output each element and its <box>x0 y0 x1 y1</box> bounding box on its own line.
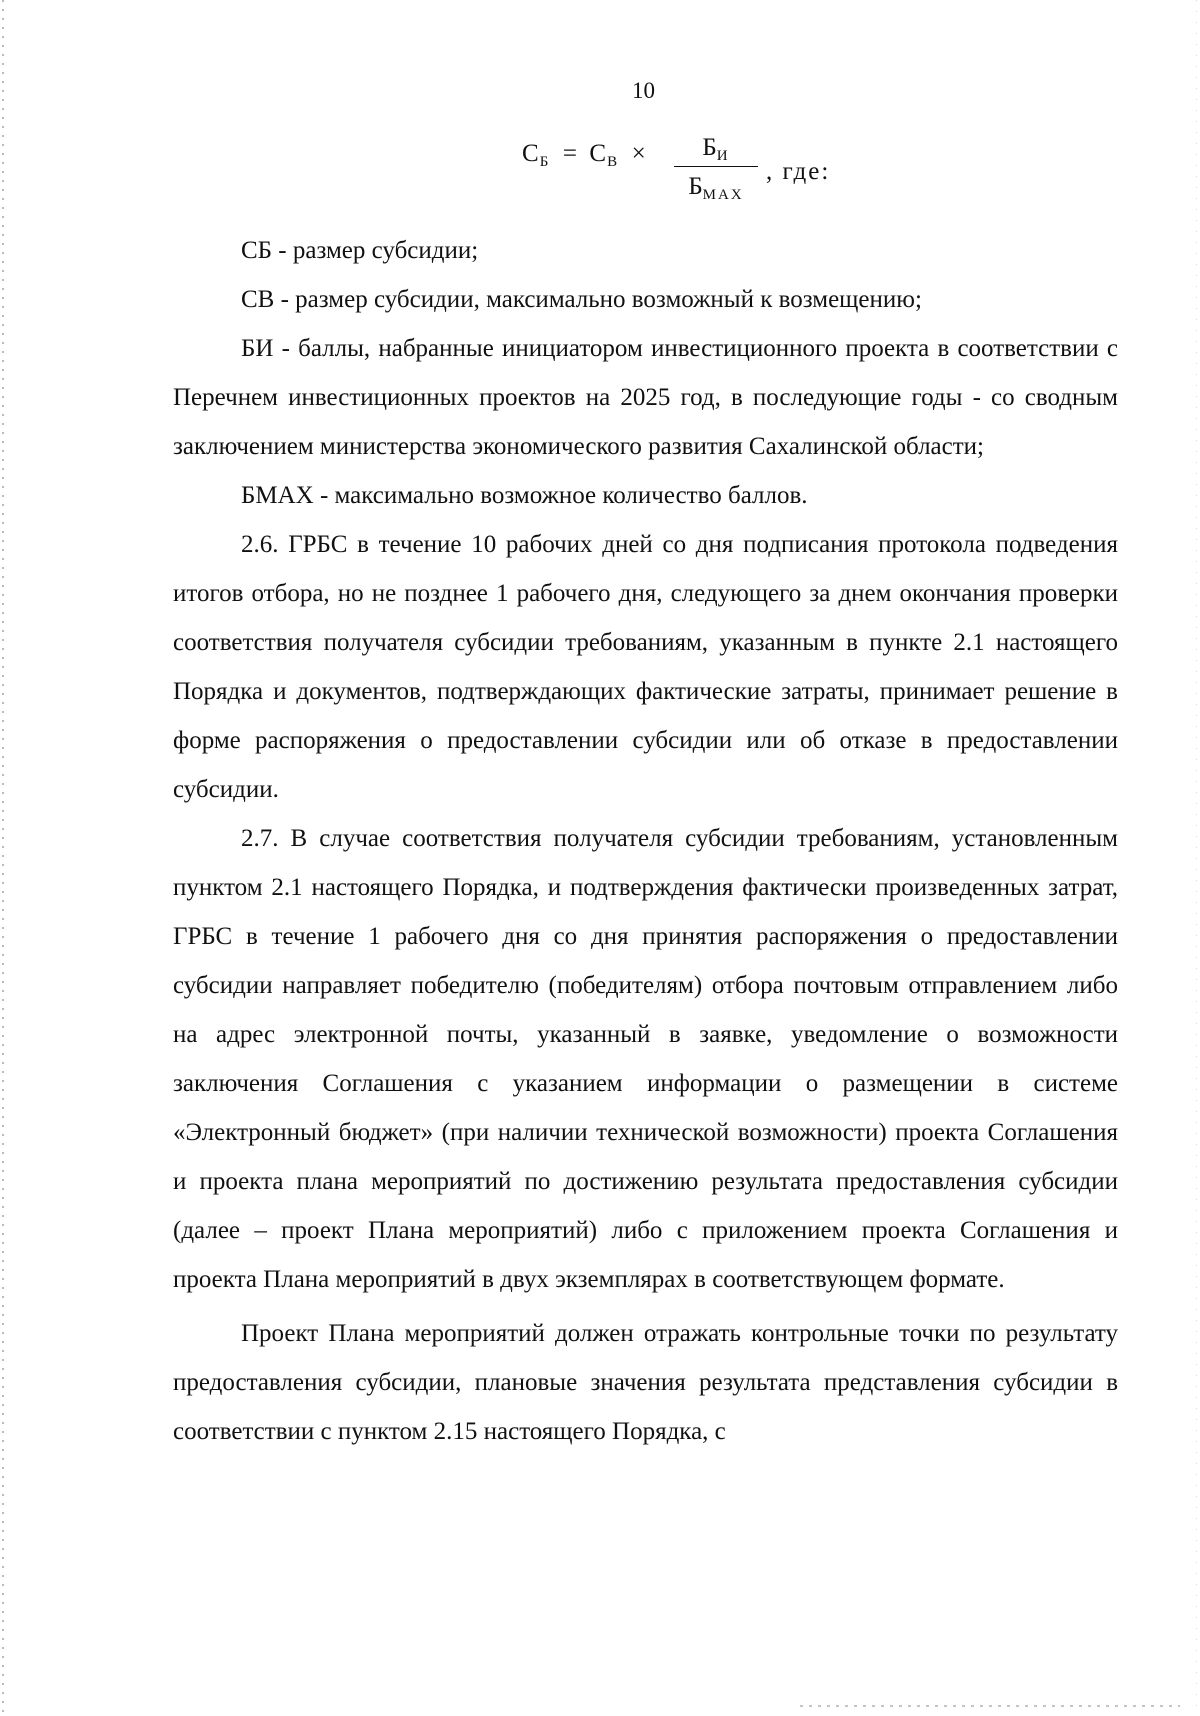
page-number: 10 <box>632 78 655 103</box>
denominator-sub: МАХ <box>702 187 744 203</box>
formula-times: × <box>631 140 646 167</box>
numerator-sub: И <box>716 148 730 164</box>
formula-rhs-sub: В <box>607 154 620 170</box>
formula-tail: , где: <box>766 158 831 185</box>
denominator-symbol: Б <box>688 173 703 200</box>
formula-numerator <box>674 134 758 167</box>
scan-noise-bottom <box>800 1705 1180 1707</box>
document-body <box>173 226 1118 1456</box>
paragraph-action-plan: Проект Плана мероприятий должен отражать контрольные точки по результату предоставления субсидии, плановые значения результата представления субсидии в соответствии с пунктом 2.15 настоящего Порядка, с <box>173 1320 1118 1445</box>
scan-edge-left <box>2 0 4 1716</box>
scan-edge-right <box>1196 0 1197 1716</box>
formula-lhs: С <box>522 140 540 167</box>
formula-fraction <box>674 134 758 201</box>
formula-equals: = <box>562 140 577 167</box>
paragraph-2-6: 2.6. ГРБС в течение 10 рабочих дней со дня подписания протокола подведения итогов отбора, но не позднее 1 рабочего дня, следующего за днем окончания проверки соответствия получателя субсидии требованиям, указанным в пункте 2.1 настоящего Порядка и документов, подтверждающих фактические затраты, принимает решение в форме распоряжения о предоставлении субсидии или об отказе в предоставлении субсидии. <box>173 531 1118 803</box>
formula-lhs-sub: Б <box>539 154 551 170</box>
paragraph-bi: БИ - баллы, набранные инициатором инвестиционного проекта в соответствии с Перечнем инвестиционных проектов на 2025 год, в последующие годы - со сводным заключением министерства экономического развития Сахалинской области; <box>173 335 1118 460</box>
numerator-symbol: Б <box>702 134 717 161</box>
paragraph-2-7: 2.7. В случае соответствия получателя субсидии требованиям, установленным пунктом 2.1 настоящего Порядка, и подтверждения фактически произведенных затрат, ГРБС в течение 1 рабочего дня со дня принятия распоряжения о предоставлении субсидии направляет победителю (победителям) отбора почтовым отправлением либо на адрес электронной почты, указанный в заявке, уведомление о возможности заключения Соглашения с указанием информации о размещении в системе «Электронный бюджет» (при наличии технической возможности) проекта Соглашения и проекта плана мероприятий по достижению результата предоставления субсидии (далее – проект Плана мероприятий) либо с приложением проекта Соглашения и проекта Плана мероприятий в двух экземплярах в соответствующем формате. <box>173 825 1118 1293</box>
formula-rhs: С <box>589 140 608 167</box>
paragraph-bmax: БМАХ - максимально возможное количество баллов. <box>241 482 808 509</box>
formula-denominator <box>674 167 758 201</box>
subsidy-formula <box>522 134 831 203</box>
paragraph-sv: СВ - размер субсидии, максимально возможный к возмещению; <box>241 286 922 313</box>
paragraph-sb: СБ - размер субсидии; <box>241 237 479 264</box>
